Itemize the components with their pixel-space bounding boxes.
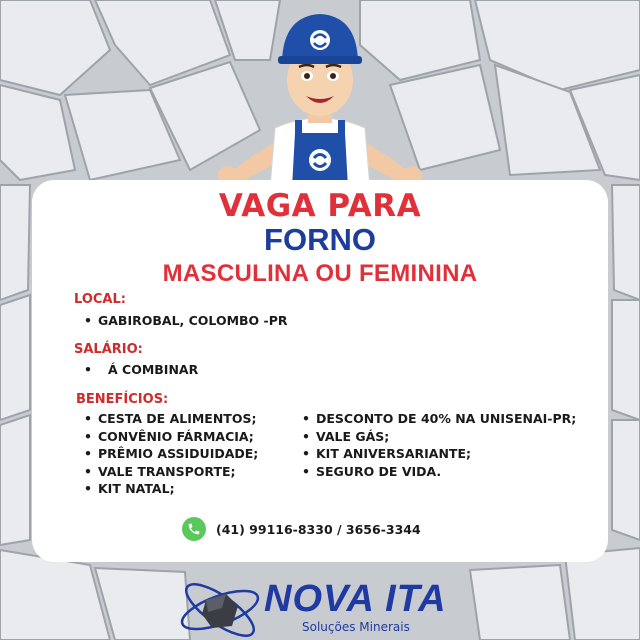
list-item: • VALE GÁS; — [302, 428, 576, 446]
nova-ita-logo — [178, 574, 478, 640]
contact-row — [182, 516, 421, 542]
job-card — [32, 180, 608, 562]
logo-subtitle: Soluções Minerais — [302, 620, 410, 634]
title-forno: FORNO — [264, 222, 376, 257]
salario-value: • Á COMBINAR — [84, 362, 198, 377]
local-label: LOCAL: — [74, 292, 126, 307]
list-item: • SEGURO DE VIDA. — [302, 463, 576, 481]
beneficios-left-list — [84, 410, 258, 498]
list-item: • CONVÊNIO FÁRMACIA; — [84, 428, 258, 446]
phone-number: (41) 99116-8330 / 3656-3344 — [216, 521, 421, 537]
list-item: • DESCONTO DE 40% NA UNISENAI-PR; — [302, 410, 576, 428]
atom-rock-icon — [178, 574, 268, 640]
beneficios-right-list — [302, 410, 576, 480]
title-gender: MASCULINA OU FEMININA — [162, 260, 478, 287]
logo-name: NOVA ITA — [264, 578, 447, 620]
mascot-illustration — [200, 8, 440, 188]
beneficios-label: BENEFÍCIOS: — [76, 392, 169, 407]
list-item: • PRÊMIO ASSIDUIDADE; — [84, 445, 258, 463]
list-item: • KIT ANIVERSARIANTE; — [302, 445, 576, 463]
list-item: • KIT NATAL; — [84, 480, 258, 498]
salario-label: SALÁRIO: — [74, 342, 143, 357]
list-item: • VALE TRANSPORTE; — [84, 463, 258, 481]
local-value: • GABIROBAL, COLOMBO -PR — [84, 313, 288, 328]
phone-icon — [182, 517, 206, 541]
title-vaga-para: VAGA PARA — [218, 188, 422, 224]
list-item: • CESTA DE ALIMENTOS; — [84, 410, 258, 428]
